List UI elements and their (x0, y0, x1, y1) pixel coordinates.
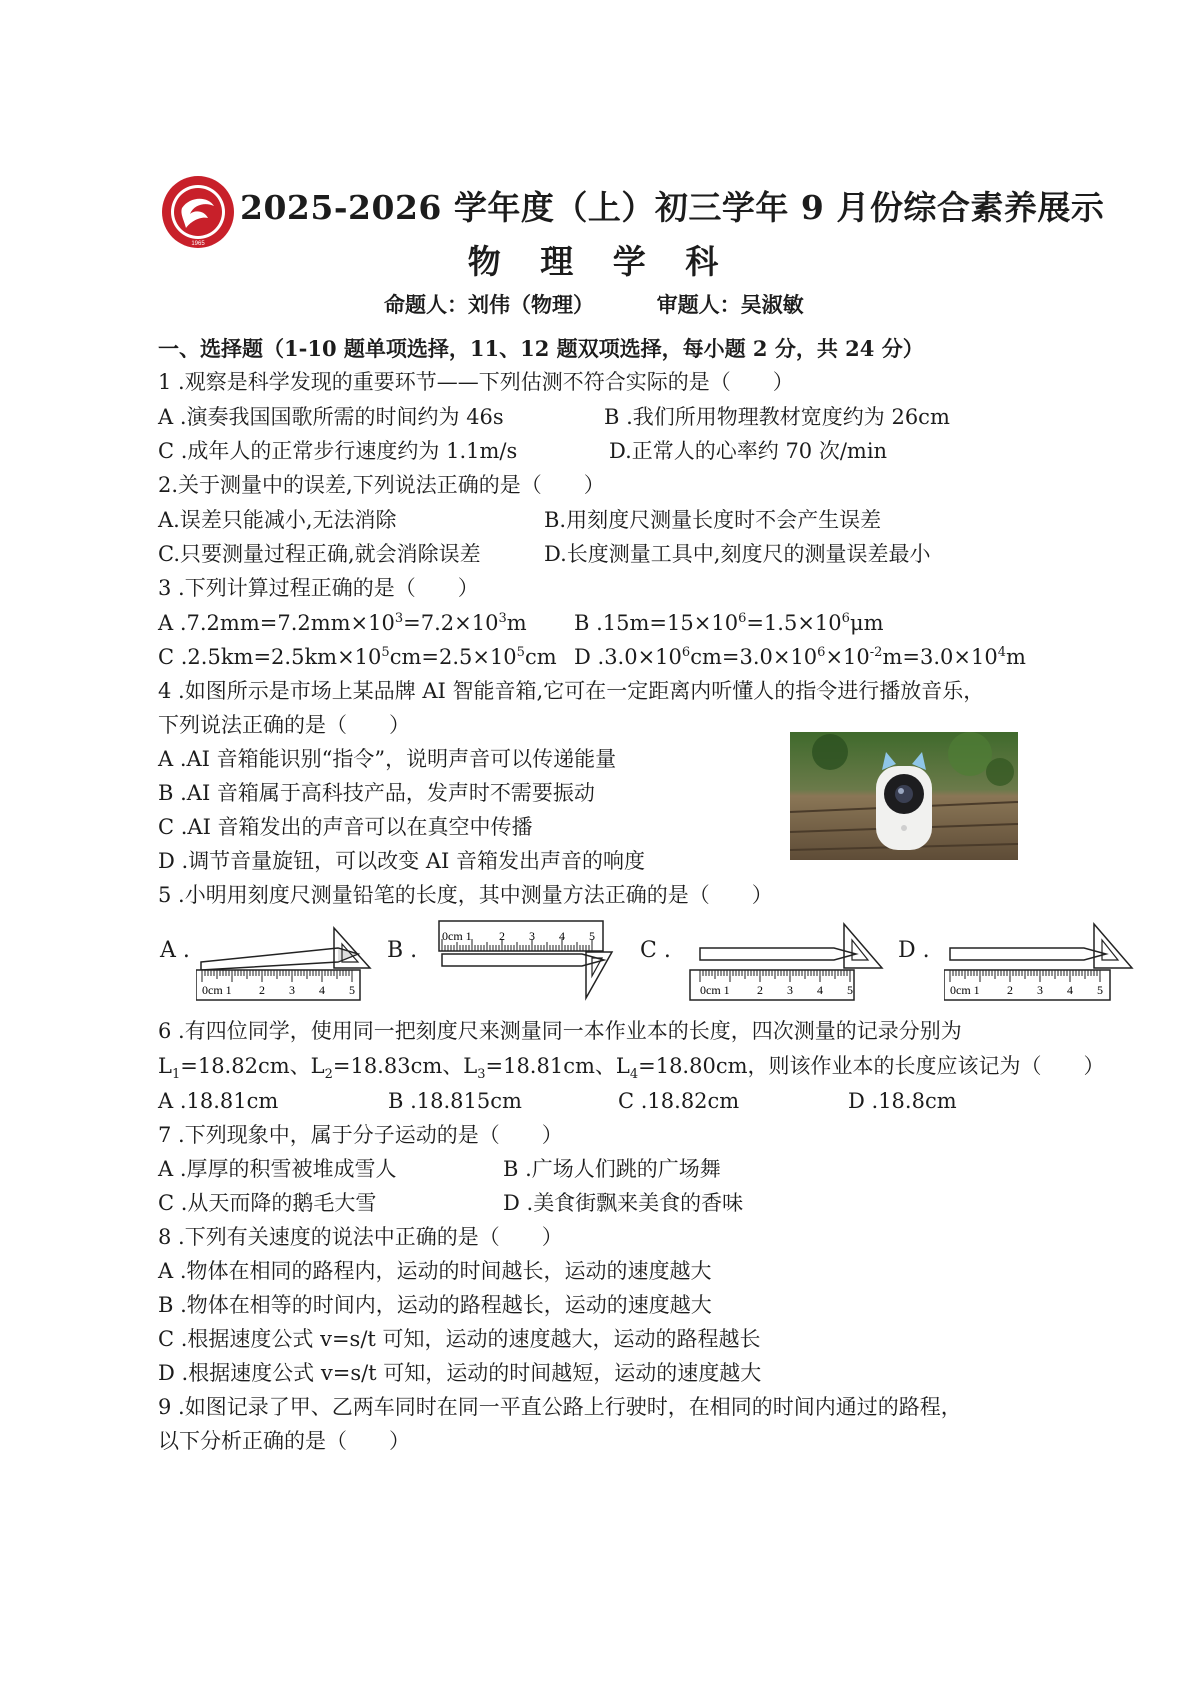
subject-title: 物 理 学 科 (467, 242, 733, 281)
ruler-number: 5 (1097, 983, 1103, 997)
q2-option-c: C.只要测量过程正确,就会消除误差 (158, 542, 481, 566)
q1-option-a: A .演奏我国国歌所需的时间约为 46s (158, 405, 504, 429)
q7-option-b: B .广场人们跳的广场舞 (503, 1157, 721, 1181)
q6-option-b: B .18.815cm (388, 1089, 522, 1113)
q6-stem-line1: 6 .有四位同学，使用同一把刻度尺来测量同一本作业本的长度，四次测量的记录分别为 (158, 1019, 962, 1043)
q7-stem: 7 .下列现象中，属于分子运动的是（ ） (158, 1123, 563, 1147)
q1-stem: 1 .观察是科学发现的重要环节——下列估测不符合实际的是（ ） (158, 370, 794, 394)
q8-option-a: A .物体在相同的路程内，运动的时间越长，运动的速度越大 (158, 1259, 712, 1283)
ruler-number: 5 (589, 929, 595, 943)
ruler-number: 3 (787, 983, 793, 997)
q4-option-c: C .AI 音箱发出的声音可以在真空中传播 (158, 815, 533, 839)
q1-option-d: D.正常人的心率约 70 次/min (609, 439, 888, 463)
q9-stem-line1: 9 .如图记录了甲、乙两车同时在同一平直公路上行驶时，在相同的时间内通过的路程， (158, 1395, 962, 1419)
q3-option-a: A $.7.2mm=7.2mm\times 10^3=7.2\times 10^3m$ (158, 611, 527, 635)
author-line (384, 289, 804, 319)
q3-option-c: C $.2.5km=2.5km\times 10^5cm=2.5\times 10^5cm$ (158, 645, 557, 669)
q5-label-c: C . (640, 938, 671, 963)
ruler-number: 0cm 1 (442, 929, 472, 943)
q4-stem-line1: 4 .如图所示是市场上某品牌 AI 智能音箱,它可在一定距离内听懂人的指令进行播放音乐， (158, 679, 985, 703)
q5-figure-c (688, 918, 888, 1002)
q6-option-d: D .18.8cm (848, 1089, 957, 1113)
q3-stem: 3 .下列计算过程正确的是（ ） (158, 576, 479, 600)
ruler-number: 3 (1037, 983, 1043, 997)
q1-option-b: B .我们所用物理教材宽度约为 26cm (604, 405, 950, 429)
q8-option-c: C .根据速度公式 v=s/t 可知，运动的速度越大，运动的路程越长 (158, 1327, 761, 1351)
q5-figure-b (436, 918, 616, 1002)
q3-option-d: D $.3.0\times 10^6cm=3.0\times 10^6\times 10^{-2}m=3.0\times 10^4m$ (574, 645, 1026, 669)
q6-option-a: A .18.81cm (158, 1089, 279, 1113)
q8-option-d: D .根据速度公式 v=s/t 可知，运动的时间越短，运动的速度越大 (158, 1361, 762, 1385)
q4-stem-line2: 下列说法正确的是（ ） (158, 713, 410, 737)
ruler-number: 2 (499, 929, 505, 943)
q4-option-d: D .调节音量旋钮，可以改变 AI 音箱发出声音的响度 (158, 849, 645, 873)
ruler-number: 0cm 1 (950, 983, 980, 997)
q5-figure-d (944, 918, 1144, 1002)
q4-option-a: A .AI 音箱能识别“指令”，说明声音可以传递能量 (158, 747, 617, 771)
q7-option-d: D .美食街飘来美食的香味 (503, 1191, 744, 1215)
ai-speaker-photo (790, 732, 1018, 860)
ruler-number: 3 (289, 983, 295, 997)
q7-option-c: C .从天而降的鹅毛大雪 (158, 1191, 377, 1215)
exam-title: 2025-2026 学年度（上）初三学年 9 月份综合素养展示 (240, 188, 1105, 227)
section-heading: 一、选择题（1-10 题单项选择，11、12 题双项选择，每小题 2 分，共 24 分） (158, 336, 924, 361)
q3-option-b: B $.15m=15\times 10^6=1.5\times 10^6\mu m$ (574, 611, 884, 635)
logo-year: 1965 (191, 241, 205, 247)
q1-option-c: C .成年人的正常步行速度约为 1.1m/s (158, 439, 518, 463)
q4-option-b: B .AI 音箱属于高科技产品，发声时不需要振动 (158, 781, 595, 805)
ruler-number: 5 (349, 983, 355, 997)
q2-stem: 2.关于测量中的误差,下列说法正确的是（ ） (158, 473, 605, 497)
q2-option-b: B.用刻度尺测量长度时不会产生误差 (544, 508, 882, 532)
q2-option-a: A.误差只能减小,无法消除 (158, 508, 397, 532)
ruler-number: 3 (529, 929, 535, 943)
ruler-number: 4 (817, 983, 823, 997)
ruler-number: 4 (559, 929, 565, 943)
q8-stem: 8 .下列有关速度的说法中正确的是（ ） (158, 1225, 563, 1249)
ruler-number: 0cm 1 (700, 983, 730, 997)
q5-figure-a (196, 918, 376, 1002)
q5-label-a: A . (160, 938, 190, 963)
q5-stem: 5 .小明用刻度尺测量铅笔的长度，其中测量方法正确的是（ ） (158, 883, 773, 907)
q2-option-d: D.长度测量工具中,刻度尺的测量误差最小 (544, 542, 931, 566)
q5-label-b: B . (387, 938, 418, 963)
ruler-number: 4 (1067, 983, 1073, 997)
author: 命题人：刘伟（物理） (384, 292, 594, 317)
ruler-number: 2 (1007, 983, 1013, 997)
ruler-number: 2 (259, 983, 265, 997)
reviewer: 审题人：吴淑敏 (656, 292, 804, 317)
ruler-number: 2 (757, 983, 763, 997)
q5-label-d: D . (898, 938, 930, 963)
ruler-number: 0cm 1 (202, 983, 232, 997)
ruler-number: 4 (319, 983, 325, 997)
q6-stem-line2: $L_1=18.82cm$、$L_2=18.83cm$、$L_3=18.81cm$、$L_4=18.80cm$，则该作业本的长度应该记为（ ） (158, 1054, 1105, 1083)
q6-option-c: C .18.82cm (618, 1089, 740, 1113)
q8-option-b: B .物体在相等的时间内，运动的路程越长，运动的速度越大 (158, 1293, 712, 1317)
ruler-number: 5 (847, 983, 853, 997)
q9-stem-line2: 以下分析正确的是（ ） (158, 1429, 410, 1453)
q7-option-a: A .厚厚的积雪被堆成雪人 (158, 1157, 397, 1181)
